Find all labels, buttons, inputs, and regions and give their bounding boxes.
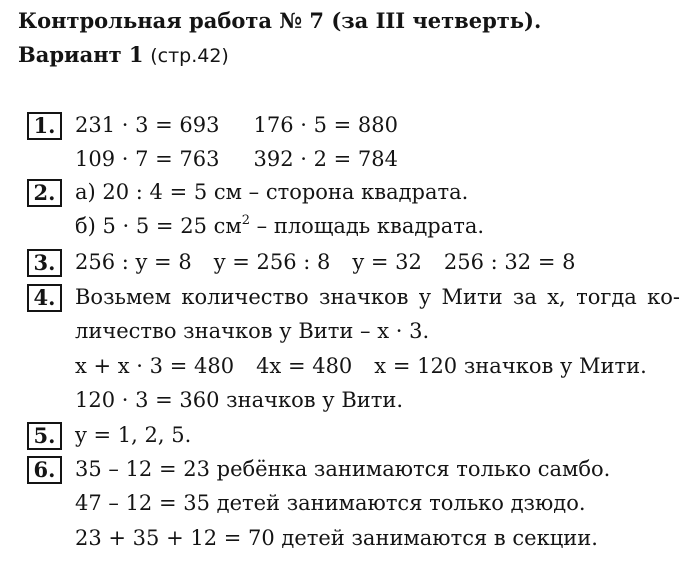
task-2-line-2: б) 5 · 5 = 25 $см^2$ – площадь квадрата. [75, 213, 485, 238]
variant-label: Вариант 1 [18, 42, 144, 67]
task-4-line-1: Возьмем количество значков у Мити за x, тогда ко- [75, 285, 680, 309]
task-6-line-2: 47 – 12 = 35 детей занимаются только дзюдо. [75, 491, 586, 515]
task-6-line-1: 35 – 12 = 23 ребёнка занимаются только самбо. [75, 457, 611, 481]
task-5-line-1: y = 1, 2, 5. [75, 423, 192, 447]
task-number-6: 6. [27, 456, 62, 484]
variant-line [18, 42, 229, 67]
task-1-line-1: 231 · 3 = 693 176 · 5 = 880 [75, 113, 398, 137]
task-1-line-2: 109 · 7 = 763 392 · 2 = 784 [75, 147, 398, 171]
task-number-2: 2. [27, 179, 62, 207]
task-6-line-3: 23 + 35 + 12 = 70 детей занимаются в секции. [75, 526, 598, 550]
task-4-line-2: личество значков у Вити – x · 3. [75, 319, 430, 343]
task-4-line-4: 120 · 3 = 360 значков у Вити. [75, 388, 404, 412]
task-number-4: 4. [27, 284, 62, 312]
task-3-line-1: 256 : y = 8 y = 256 : 8 y = 32 256 : 32 = 8 [75, 250, 576, 274]
page-title: Контрольная работа № 7 (за III четверть). [18, 8, 542, 33]
task-number-1: 1. [27, 112, 62, 140]
task-4-line-3: x + x · 3 = 480 4x = 480 x = 120 значков у Мити. [75, 354, 647, 378]
page-reference: (стр.42) [150, 45, 229, 67]
task-number-3: 3. [27, 249, 62, 277]
task-number-5: 5. [27, 422, 62, 450]
task-2-line-1: а) 20 : 4 = 5 см – сторона квадрата. [75, 180, 469, 204]
